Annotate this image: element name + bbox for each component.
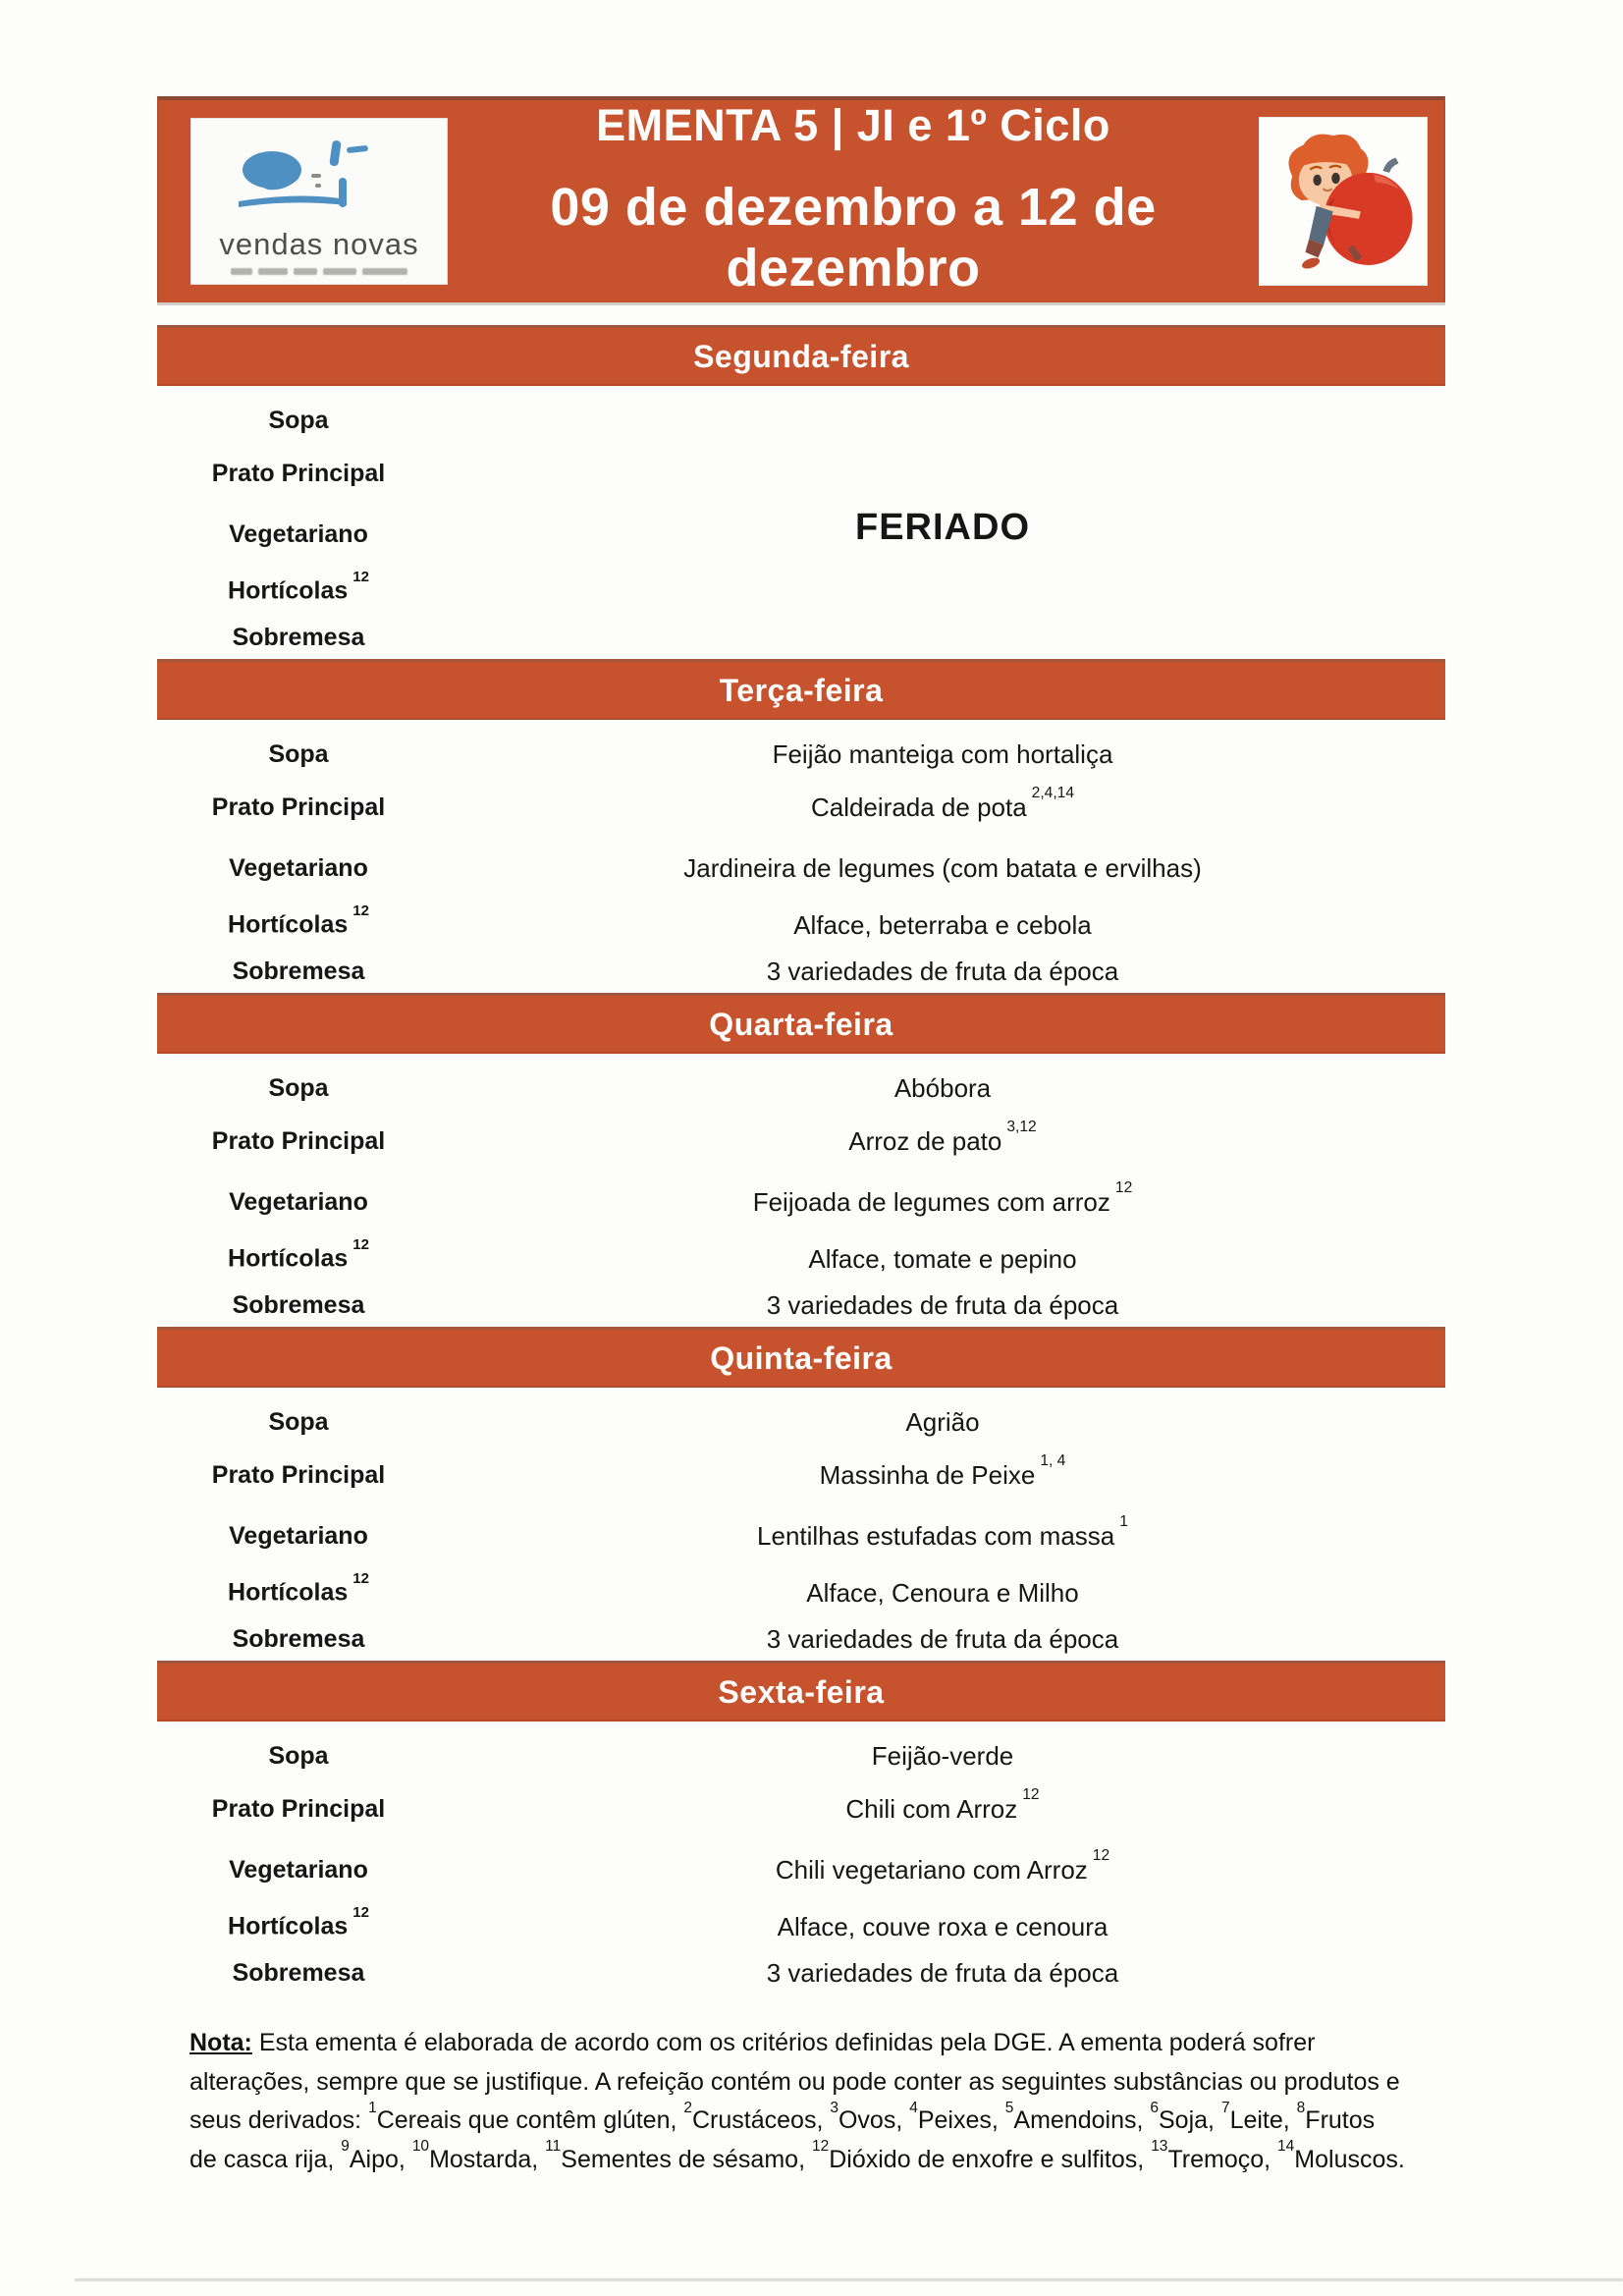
day-bar-quinta: Quinta-feira [157, 1327, 1445, 1388]
allergen-number: 12 [811, 2138, 830, 2156]
menu-value-sobremesa [440, 957, 1445, 987]
allergen-number: 4 [909, 2099, 918, 2116]
label-text: Prato Principal [211, 459, 386, 487]
row-label-prato-principal [157, 460, 440, 488]
menu-text: Caldeirada de pota [810, 792, 1027, 822]
menu-text: Massinha de Peixe [819, 1459, 1036, 1490]
menu-value-prato-principal [440, 1452, 1445, 1491]
row-label-sopa [157, 1074, 440, 1103]
allergen-number: 8 [1296, 2099, 1306, 2116]
row-label-sobremesa [157, 1959, 440, 1988]
label-text: Sopa [268, 1407, 329, 1436]
menu-title: EMENTA 5 | JI e 1º Ciclo [596, 100, 1110, 150]
menu-value-horticolas [440, 1912, 1445, 1942]
menu-text: 3 variedades de fruta da época [766, 1623, 1119, 1654]
row-label-vegetariano [157, 1188, 440, 1217]
kid-with-apple-illustration [1259, 117, 1428, 286]
menu-text: Abóbora [893, 1072, 992, 1103]
row-label-sopa [157, 740, 440, 769]
allergen-number: 1 [368, 2099, 377, 2116]
row-label-prato-principal [157, 793, 440, 822]
allergen-superscript: 12 [352, 1236, 369, 1254]
note-intro: Esta ementa é elaborada de acordo com os critérios definidas pela DGE. A ementa poderá sofrer alterações, sempre que se justifique. A refeição contém ou pode conter as seguintes substâncias ou produtos e seus derivados: [189, 2029, 1400, 2134]
day-section-terca [157, 659, 1445, 993]
day-section-quarta [157, 993, 1445, 1327]
menu-value-sobremesa [440, 1958, 1445, 1989]
header-titles [465, 100, 1241, 302]
footer-note [189, 2024, 1405, 2179]
menu-text: Feijão-verde [871, 1740, 1014, 1771]
allergen-superscript: 12 [1092, 1847, 1110, 1865]
label-text: Sopa [268, 1741, 329, 1770]
menu-text: Arroz de pato [848, 1125, 1002, 1156]
allergen-superscript: 2,4,14 [1031, 785, 1075, 802]
menu-value-sopa [440, 739, 1445, 770]
label-text: Hortícolas [228, 1912, 349, 1941]
row-label-horticolas [157, 1904, 440, 1941]
allergen-number: 11 [545, 2138, 562, 2156]
menu-value-horticolas [440, 910, 1445, 941]
document-content [157, 96, 1445, 2179]
allergen-superscript: 12 [352, 902, 369, 920]
day-section-quinta [157, 1327, 1445, 1661]
note-allergens: $^1$Cereais que contêm glúten, $^2$Crustáceos, $^3$Ovos, $^4$Peixes, $^5$Amendoins, $^6$Soja, $^7$Leite, $^8$Frutos de casca rija, $^9$Aipo, $^{10}$Mostarda, $^{11}$Sementes de sésamo, $^{12}$Dióxido de enxofre e sulfitos, $^{13}$Tremoço, $^{14}$Moluscos. [189, 2099, 1405, 2173]
allergen-superscript: 12 [352, 1570, 369, 1588]
label-text: Hortícolas [228, 576, 349, 605]
allergen-superscript: 12 [352, 569, 369, 586]
label-text: Sobremesa [232, 957, 365, 985]
menu-text: 3 variedades de fruta da época [766, 1289, 1119, 1320]
day-grid-quarta [157, 1054, 1445, 1327]
row-label-sopa [157, 407, 440, 435]
day-section-sexta [157, 1661, 1445, 1995]
menu-value-vegetariano [440, 1513, 1445, 1552]
label-text: Sobremesa [232, 623, 365, 651]
menu-text: Agrião [905, 1406, 980, 1437]
allergen-number: 3 [830, 2099, 839, 2116]
menu-value-vegetariano [440, 1179, 1445, 1218]
menu-value-sobremesa [440, 1290, 1445, 1321]
menu-value-prato-principal [440, 785, 1445, 823]
label-text: Sobremesa [232, 1624, 365, 1653]
allergen-number: 9 [341, 2138, 350, 2156]
label-text: Prato Principal [211, 1794, 386, 1823]
label-text: Prato Principal [211, 1460, 386, 1489]
menu-text: Alface, couve roxa e cenoura [777, 1911, 1109, 1941]
label-text: Sopa [268, 739, 329, 768]
row-label-horticolas [157, 902, 440, 939]
allergen-superscript: 12 [1022, 1786, 1040, 1804]
label-text: Sopa [268, 1073, 329, 1102]
label-text: Vegetariano [229, 1521, 368, 1550]
menu-value-vegetariano [440, 1847, 1445, 1886]
row-label-vegetariano [157, 1522, 440, 1551]
menu-text: Alface, Cenoura e Milho [806, 1577, 1079, 1608]
logo-wordmark: vendas novas [219, 226, 419, 261]
label-text: Sobremesa [232, 1290, 365, 1319]
menu-value-sopa [440, 1741, 1445, 1772]
label-text: Vegetariano [229, 1855, 368, 1884]
allergen-superscript: 3,12 [1006, 1119, 1037, 1136]
label-text: Hortícolas [228, 1244, 349, 1273]
page-edge-line [75, 2278, 1623, 2281]
allergen-number: 10 [411, 2138, 430, 2156]
day-grid-terca [157, 720, 1445, 993]
row-label-sopa [157, 1742, 440, 1771]
allergen-number: 14 [1277, 2138, 1295, 2156]
label-text: Vegetariano [229, 519, 368, 548]
label-text: Sobremesa [232, 1958, 365, 1987]
allergen-number: 13 [1151, 2138, 1168, 2156]
allergen-number: 6 [1150, 2099, 1159, 2116]
row-label-sobremesa [157, 624, 440, 652]
day-bar-sexta: Sexta-feira [157, 1661, 1445, 1722]
menu-value-vegetariano [440, 853, 1445, 884]
day-grid-quinta [157, 1388, 1445, 1661]
header-band [157, 96, 1445, 302]
row-label-vegetariano [157, 1856, 440, 1885]
allergen-number: 7 [1220, 2099, 1230, 2116]
row-label-horticolas [157, 1236, 440, 1273]
row-label-sobremesa [157, 1291, 440, 1320]
day-grid-sexta [157, 1722, 1445, 1995]
menu-value-sopa [440, 1073, 1445, 1104]
menu-text: Jardineira de legumes (com batata e ervilhas) [683, 852, 1202, 883]
day-grid-segunda [157, 386, 1445, 659]
menu-value-horticolas [440, 1578, 1445, 1609]
menu-value-sobremesa [440, 1624, 1445, 1655]
label-text: Sopa [268, 406, 329, 434]
menu-text: Feijão manteiga com hortaliça [772, 738, 1113, 769]
allergen-superscript: 12 [1114, 1179, 1133, 1197]
menu-text: Alface, tomate e pepino [808, 1243, 1077, 1274]
row-label-horticolas [157, 1570, 440, 1607]
menu-text: Chili vegetariano com Arroz [775, 1854, 1088, 1885]
day-bar-terca: Terça-feira [157, 659, 1445, 720]
menu-date-range: 09 de dezembro a 12 de dezembro [550, 178, 1157, 298]
allergen-number: 2 [683, 2099, 692, 2116]
holiday-text: FERIADO [855, 506, 1030, 548]
note-label: Nota: [189, 2029, 252, 2056]
row-label-horticolas [157, 569, 440, 605]
label-text: Prato Principal [211, 793, 386, 821]
day-bar-segunda: Segunda-feira [157, 325, 1445, 386]
label-text: Prato Principal [211, 1126, 386, 1155]
row-label-prato-principal [157, 1127, 440, 1156]
row-label-vegetariano [157, 854, 440, 883]
menu-text: Feijoada de legumes com arroz [752, 1186, 1110, 1217]
label-text: Vegetariano [229, 1187, 368, 1216]
allergen-superscript: 1 [1119, 1513, 1128, 1531]
logo-tagline [231, 268, 407, 275]
menu-text: Chili com Arroz [845, 1793, 1018, 1824]
menu-text: Alface, beterraba e cebola [793, 909, 1092, 940]
municipality-logo [190, 118, 448, 285]
menu-value-prato-principal [440, 1119, 1445, 1157]
row-label-sobremesa [157, 957, 440, 986]
row-label-sobremesa [157, 1625, 440, 1654]
allergen-superscript: 12 [352, 1904, 369, 1922]
label-text: Hortícolas [228, 910, 349, 939]
label-text: Hortícolas [228, 1578, 349, 1607]
label-text: Vegetariano [229, 853, 368, 882]
logo-graphic-icon [221, 135, 417, 225]
allergen-superscript: 1, 4 [1040, 1452, 1066, 1470]
row-label-vegetariano [157, 520, 440, 549]
menu-value-prato-principal [440, 1786, 1445, 1825]
day-bar-quarta: Quarta-feira [157, 993, 1445, 1054]
allergen-number: 5 [1004, 2099, 1014, 2116]
menu-text: 3 variedades de fruta da época [766, 956, 1119, 986]
row-label-prato-principal [157, 1795, 440, 1824]
day-section-segunda [157, 325, 1445, 659]
row-label-sopa [157, 1408, 440, 1437]
row-label-prato-principal [157, 1461, 440, 1490]
menu-text: Lentilhas estufadas com massa [757, 1520, 1115, 1551]
menu-text: 3 variedades de fruta da época [766, 1957, 1119, 1988]
kid-apple-icon [1265, 123, 1422, 280]
menu-value-horticolas [440, 1244, 1445, 1275]
menu-value-sopa [440, 1407, 1445, 1438]
